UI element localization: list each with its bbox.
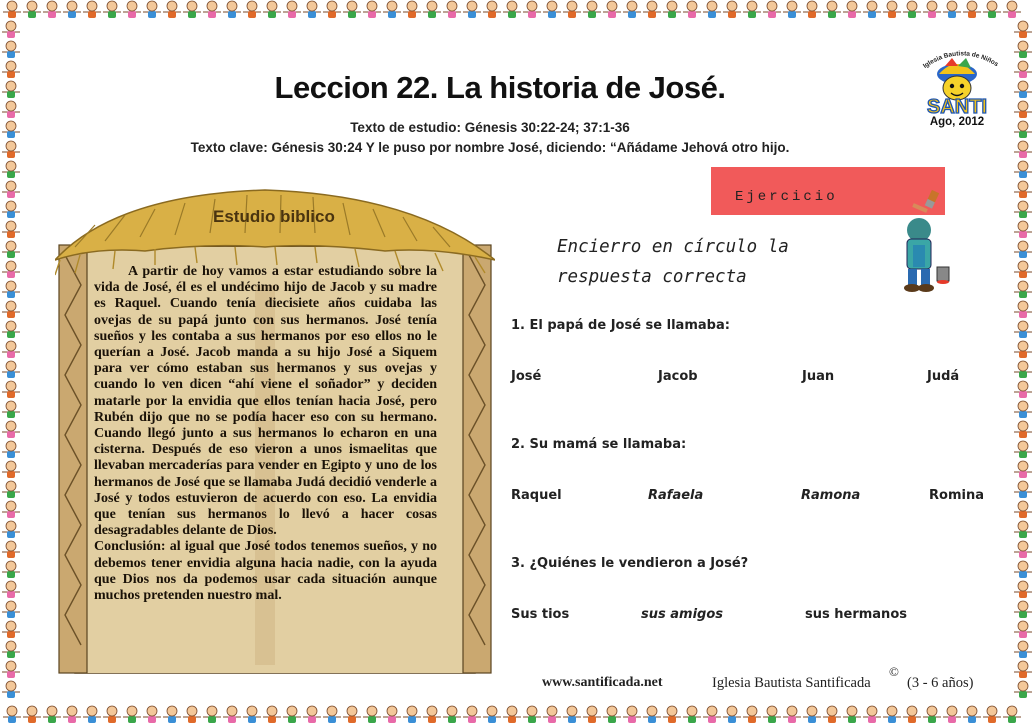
border-figure — [743, 706, 761, 723]
border-figure — [83, 706, 101, 723]
border-figure — [823, 706, 841, 723]
border-figure — [883, 1, 901, 18]
border-figure — [483, 1, 501, 18]
border-figure — [183, 1, 201, 18]
border-figure — [903, 1, 921, 18]
border-figure — [123, 706, 141, 723]
border-figure — [663, 1, 681, 18]
border-figure — [2, 321, 20, 338]
border-figure — [2, 661, 20, 678]
border-figure — [683, 1, 701, 18]
border-figure — [263, 1, 281, 18]
border-figure — [1014, 181, 1032, 198]
logo-date: Ago, 2012 — [929, 116, 985, 128]
border-figure — [623, 706, 641, 723]
border-figure — [1014, 261, 1032, 278]
border-figure — [1014, 521, 1032, 538]
border-figure — [943, 1, 961, 18]
question-3: 3. ¿Quiénes le vendieron a José? — [511, 556, 749, 571]
border-figure — [463, 1, 481, 18]
border-figure — [963, 1, 981, 18]
border-figure — [383, 1, 401, 18]
border-figure — [1014, 501, 1032, 518]
border-figure — [243, 1, 261, 18]
border-figure — [23, 706, 41, 723]
border-figure — [1014, 21, 1032, 38]
border-figure — [1014, 61, 1032, 78]
q3-option-sus-hermanos[interactable]: sus hermanos — [805, 607, 907, 622]
border-figure — [743, 1, 761, 18]
border-figure — [903, 706, 921, 723]
q2-option-ramona[interactable]: Ramona — [801, 488, 861, 503]
story-heading: Estudio biblico — [213, 207, 335, 226]
border-figure — [1014, 561, 1032, 578]
border-figure — [163, 1, 181, 18]
border-figure — [1014, 321, 1032, 338]
border-figure — [2, 521, 20, 538]
border-figure — [723, 706, 741, 723]
border-figure — [203, 1, 221, 18]
border-figure — [2, 441, 20, 458]
border-figure — [43, 1, 61, 18]
question-2: 2. Su mamá se llamaba: — [511, 437, 687, 452]
border-figure — [543, 1, 561, 18]
border-figure — [283, 1, 301, 18]
border-figure — [1014, 141, 1032, 158]
story-body: A partir de hoy vamos a estar estudiando sobre la vida de José, él es el undécimo hijo de Jacob y su madre es Raquel. Cuando tenía diecisiete años cuidaba las ovejas de su papá junto con sus hermanos. José tenía sueños y les contaba a sus hermanos por eso ellos no le querían a José. Jacob manda a su hijo José a Siquem para ver cómo estaban sus hermanos y sus ovejas y cuando lo ven dicen “ahí viene el soñador” y deciden matarle por la envidia que ellos tenían hacia José, pero Rubén dijo que no se podía hacer eso con su hermano. Cuando llegó junto a sus hermanos lo echaron en una cisterna. Después de eso vieron a unos ismaelitas que llevaban mercaderías para vender en Egipto y uno de los hermanos de José que se llamaba Judá decidió venderle a José y todos estuvieron de acuerdo con eso. La envidia que tenían sus hermanos lo llevó a hacer cosas desagradables delante de Dios. — [94, 264, 437, 539]
story-conclusion: Conclusión: al igual que José todos tenemos sueños, y no debemos tener envidia alguna hacia nadie, con la ayuda que Dios nos da podemos usar cada situación aunque muchos pretenden nuestro mal. — [94, 539, 437, 604]
border-figure — [2, 341, 20, 358]
border-figure — [2, 641, 20, 658]
border-figure — [2, 41, 20, 58]
border-figure — [123, 1, 141, 18]
border-figure — [823, 1, 841, 18]
footer-website[interactable]: www.santificada.net — [542, 675, 663, 690]
study-text: Texto de estudio: Génesis 30:22-24; 37:1-36 — [350, 120, 630, 135]
border-figure — [1014, 401, 1032, 418]
border-figure — [523, 1, 541, 18]
border-figure — [603, 1, 621, 18]
exercise-label: Ejercicio — [735, 189, 838, 205]
border-figure — [523, 706, 541, 723]
border-figure — [2, 381, 20, 398]
border-figure — [803, 1, 821, 18]
border-figure — [2, 361, 20, 378]
border-figure — [2, 461, 20, 478]
border-figure — [83, 1, 101, 18]
border-figure — [1014, 121, 1032, 138]
border-figure — [423, 706, 441, 723]
border-figure — [1014, 221, 1032, 238]
border-figure — [803, 706, 821, 723]
border-figure — [2, 161, 20, 178]
border-figure — [503, 706, 521, 723]
border-figure — [1014, 461, 1032, 478]
border-figure — [1014, 681, 1032, 698]
border-figure — [2, 601, 20, 618]
border-figure — [103, 706, 121, 723]
border-figure — [863, 1, 881, 18]
left-border-decoration — [0, 0, 22, 727]
border-figure — [1014, 641, 1032, 658]
border-figure — [603, 706, 621, 723]
logo-org-text: Iglesia Bautista de Niños — [922, 50, 1000, 70]
border-figure — [703, 1, 721, 18]
border-figure — [263, 706, 281, 723]
border-figure — [63, 706, 81, 723]
border-figure — [703, 706, 721, 723]
border-figure — [583, 706, 601, 723]
border-figure — [23, 1, 41, 18]
border-figure — [763, 1, 781, 18]
q1-option-juda[interactable]: Judá — [927, 369, 960, 384]
painter-boy-icon — [893, 185, 968, 300]
border-figure — [1014, 41, 1032, 58]
key-text: Texto clave: Génesis 30:24 Y le puso por nombre José, diciendo: “Añádame Jehová otro hijo. — [190, 140, 790, 155]
border-figure — [483, 706, 501, 723]
q3-option-sus-tios[interactable]: Sus tios — [511, 607, 570, 622]
border-figure — [2, 561, 20, 578]
border-figure — [663, 706, 681, 723]
border-figure — [1014, 481, 1032, 498]
top-border-decoration — [0, 0, 1034, 22]
border-figure — [2, 281, 20, 298]
border-figure — [2, 21, 20, 38]
border-figure — [463, 706, 481, 723]
border-figure — [543, 706, 561, 723]
border-figure — [303, 706, 321, 723]
border-figure — [63, 1, 81, 18]
border-figure — [203, 706, 221, 723]
q1-option-jose[interactable]: José — [511, 369, 542, 384]
border-figure — [883, 706, 901, 723]
footer-age-range: (3 - 6 años) — [907, 675, 974, 691]
border-figure — [143, 1, 161, 18]
border-figure — [1014, 621, 1032, 638]
border-figure — [403, 1, 421, 18]
border-figure — [1014, 201, 1032, 218]
border-figure — [223, 706, 241, 723]
border-figure — [1014, 161, 1032, 178]
q1-option-juan[interactable]: Juan — [802, 369, 835, 384]
border-figure — [623, 1, 641, 18]
border-figure — [923, 1, 941, 18]
question-1: 1. El papá de José se llamaba: — [511, 318, 730, 333]
border-figure — [683, 706, 701, 723]
border-figure — [443, 706, 461, 723]
q1-option-jacob[interactable]: Jacob — [658, 369, 698, 384]
border-figure — [983, 706, 1001, 723]
border-figure — [583, 1, 601, 18]
border-figure — [783, 706, 801, 723]
border-figure — [1014, 381, 1032, 398]
border-figure — [923, 706, 941, 723]
border-figure — [103, 1, 121, 18]
border-figure — [283, 706, 301, 723]
border-figure — [843, 1, 861, 18]
border-figure — [183, 706, 201, 723]
border-figure — [223, 1, 241, 18]
copyright-icon: © — [889, 664, 899, 679]
story-text — [94, 264, 437, 604]
border-figure — [2, 181, 20, 198]
border-figure — [443, 1, 461, 18]
border-figure — [763, 706, 781, 723]
logo-name-text: SANTI — [927, 96, 987, 118]
border-figure — [403, 706, 421, 723]
border-figure — [143, 706, 161, 723]
border-figure — [2, 481, 20, 498]
border-figure — [643, 706, 661, 723]
border-figure — [983, 1, 1001, 18]
border-figure — [843, 706, 861, 723]
q2-option-rafaela[interactable]: Rafaela — [648, 488, 704, 503]
q2-option-raquel[interactable]: Raquel — [511, 488, 562, 503]
border-figure — [503, 1, 521, 18]
border-figure — [363, 1, 381, 18]
border-figure — [2, 501, 20, 518]
q2-option-romina[interactable]: Romina — [929, 488, 984, 503]
border-figure — [1014, 661, 1032, 678]
border-figure — [1014, 541, 1032, 558]
border-figure — [43, 706, 61, 723]
right-border-decoration — [1012, 0, 1034, 727]
border-figure — [1014, 421, 1032, 438]
border-figure — [323, 1, 341, 18]
border-figure — [303, 1, 321, 18]
border-figure — [2, 261, 20, 278]
exercise-instruction: Encierro en círculo la respuesta correcta — [557, 237, 789, 287]
border-figure — [1014, 361, 1032, 378]
border-figure — [1014, 281, 1032, 298]
border-figure — [643, 1, 661, 18]
border-figure — [1014, 81, 1032, 98]
border-figure — [1014, 241, 1032, 258]
border-figure — [2, 201, 20, 218]
border-figure — [2, 621, 20, 638]
border-figure — [1014, 101, 1032, 118]
border-figure — [323, 706, 341, 723]
border-figure — [783, 1, 801, 18]
border-figure — [2, 241, 20, 258]
footer-church: Iglesia Bautista Santificada — [712, 675, 871, 691]
border-figure — [863, 706, 881, 723]
border-figure — [2, 401, 20, 418]
border-figure — [1014, 301, 1032, 318]
q3-option-sus-amigos[interactable]: sus amigos — [641, 607, 724, 622]
santi-logo-icon — [912, 44, 1002, 118]
border-figure — [243, 706, 261, 723]
border-figure — [723, 1, 741, 18]
border-figure — [423, 1, 441, 18]
border-figure — [1014, 581, 1032, 598]
border-figure — [563, 706, 581, 723]
border-figure — [2, 681, 20, 698]
page-title: Leccion 22. La historia de José. — [274, 70, 726, 105]
border-figure — [2, 581, 20, 598]
border-figure — [163, 706, 181, 723]
border-figure — [563, 1, 581, 18]
border-figure — [383, 706, 401, 723]
border-figure — [1014, 441, 1032, 458]
border-figure — [1014, 341, 1032, 358]
border-figure — [2, 301, 20, 318]
border-figure — [2, 221, 20, 238]
border-figure — [963, 706, 981, 723]
border-figure — [1014, 601, 1032, 618]
border-figure — [363, 706, 381, 723]
border-figure — [2, 421, 20, 438]
border-figure — [943, 706, 961, 723]
border-figure — [2, 541, 20, 558]
bottom-border-decoration — [0, 705, 1034, 727]
border-figure — [343, 706, 361, 723]
border-figure — [343, 1, 361, 18]
